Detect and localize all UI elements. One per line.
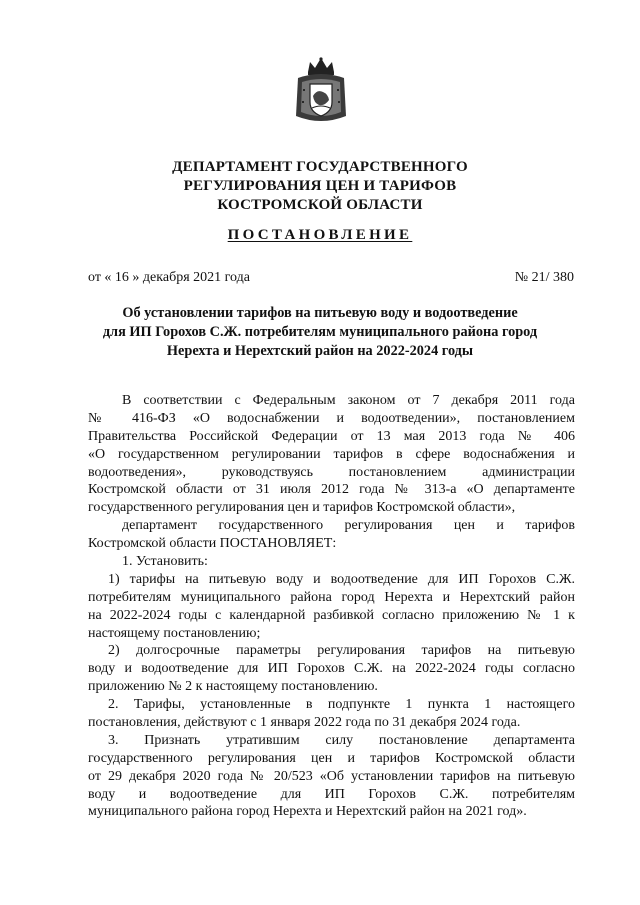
document-body: [88, 392, 575, 821]
body-line: 2) долгосрочные параметры регулирования тарифов на питьевую: [108, 643, 575, 659]
body-line: постановления, действуют с 1 января 2022 года по 31 декабря 2024 года.: [88, 715, 521, 731]
document-subject: [0, 304, 640, 361]
body-line: государственного регулирования цен и тарифов Костромской области: [88, 750, 575, 766]
body-line: «О государственном регулировании тарифов в сфере водоснабжения и: [88, 446, 575, 462]
body-line: 1. Установить:: [122, 554, 208, 570]
body-line: 2. Тарифы, установленные в подпункте 1 пункта 1 настоящего: [108, 697, 575, 713]
document-number: № 21/ 380: [514, 270, 574, 285]
body-line: воду и водоотведение для ИП Горохов С.Ж. на 2022-2024 годы согласно: [88, 661, 575, 677]
body-line: В соответствии с Федеральным законом от 7 декабря 2011 года: [122, 393, 575, 408]
subject-line: Об установлении тарифов на питьевую воду и водоотведение: [122, 305, 518, 321]
body-line: № 416-ФЗ «О водоснабжении и водоотведении», постановлением: [88, 410, 575, 426]
body-line: водоотведения», руководствуясь постановлением администрации: [88, 464, 575, 480]
body-line: Правительства Российской Федерации от 13 мая 2013 года № 406: [88, 428, 575, 444]
department-name: [0, 158, 640, 215]
body-line: на 2022-2024 годы с календарной разбивкой согласно приложению № 1 к: [88, 607, 575, 623]
body-line: Костромской области ПОСТАНОВЛЯЕТ:: [88, 536, 337, 552]
body-line: воду и водоотведение для ИП Горохов С.Ж. потребителям: [88, 786, 575, 802]
body-line: Костромской области от 31 июля 2012 года № 313-а «О департаменте: [88, 482, 575, 498]
body-line: государственного регулирования цен и тарифов Костромской области»,: [88, 500, 516, 516]
subject-line: для ИП Горохов С.Ж. потребителям муниципального района город: [102, 324, 538, 340]
body-line: департамент государственного регулирования цен и тарифов: [122, 518, 575, 534]
body-line: приложению № 2 к настоящему постановлению.: [88, 679, 378, 695]
coat-of-arms-icon: [294, 56, 348, 126]
department-line: КОСТРОМСКОЙ ОБЛАСТИ: [217, 197, 423, 213]
body-line: потребителям муниципального района город Нерехта и Нерехтский район: [88, 589, 575, 605]
department-line: ДЕПАРТАМЕНТ ГОСУДАРСТВЕННОГО: [172, 159, 468, 175]
body-line: от 29 декабря 2020 года № 20/523 «Об установлении тарифов на питьевую: [88, 768, 575, 784]
body-line: муниципального района город Нерехта и Нерехтский район на 2021 год».: [88, 804, 527, 820]
body-line: настоящему постановлению;: [88, 625, 261, 641]
document-type-title: ПОСТАНОВЛЕНИЕ: [227, 227, 413, 243]
body-line: 3. Признать утратившим силу постановление департамента: [108, 732, 575, 748]
document-date: от « 16 » декабря 2021 года: [88, 270, 250, 285]
subject-line: Нерехта и Нерехтский район на 2022-2024 годы: [166, 343, 474, 359]
department-line: РЕГУЛИРОВАНИЯ ЦЕН И ТАРИФОВ: [183, 178, 457, 194]
body-line: 1) тарифы на питьевую воду и водоотведение для ИП Горохов С.Ж.: [108, 571, 575, 587]
